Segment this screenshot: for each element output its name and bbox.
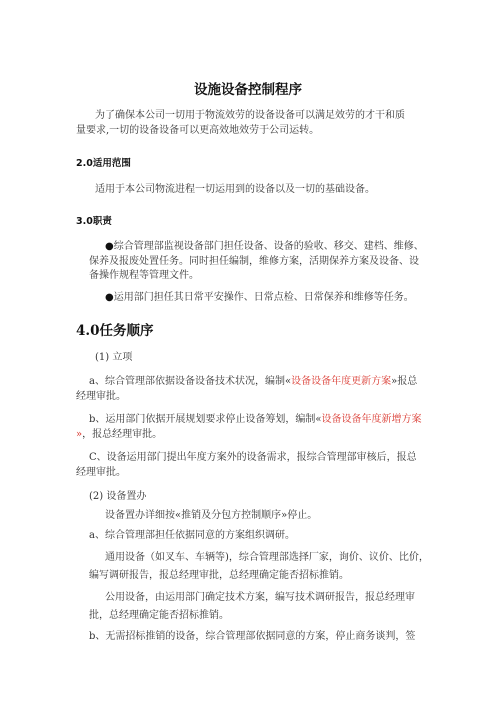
section-2-text: 适用于本公司物流进程一切运用到的设备以及一切的基础设备。 bbox=[95, 184, 375, 195]
bullet-2 bbox=[105, 291, 414, 305]
page-title: 设施设备控制程序 bbox=[194, 82, 302, 98]
bullet-1-line-3: 备操作规程等管理文件。 bbox=[89, 270, 199, 281]
section-4-heading: 4.0任务顺序 bbox=[76, 323, 154, 339]
red-link-text: 设备设备年度更新方案 bbox=[291, 376, 392, 387]
item-b1-line-2 bbox=[76, 428, 162, 442]
section-3-heading: 3.0职责 bbox=[76, 216, 112, 227]
bullet-1-line-1 bbox=[105, 240, 424, 254]
item-c1-line-2: 经理审批。 bbox=[76, 467, 126, 478]
red-link-text-end: » bbox=[76, 429, 83, 440]
item-b1-text-end: ，报总经理审批。 bbox=[82, 429, 163, 440]
bullet-2-text: 运用部门担任其日常平安操作、日常点检、日常保养和维修等任务。 bbox=[113, 292, 414, 303]
item-1-label: (1) 立项 bbox=[95, 352, 133, 363]
item-a1-text: a、综合管理部依据设备设备技术状况，编制« bbox=[89, 376, 292, 387]
section-2-heading: 2.0适用范围 bbox=[76, 158, 131, 169]
item-a1-line-1 bbox=[89, 375, 417, 389]
red-link-text: 设备设备年度新增方案 bbox=[321, 414, 422, 425]
item-a2: a、综合管理部担任依据同意的方案组织调研。 bbox=[89, 530, 295, 541]
item-a2-p1-line-1: 通用设备（如叉车、车辆等)，综合管理部选择厂家，询价、议价、比价， bbox=[105, 552, 429, 563]
bullet-1-line-2: 保养及报废处置任务。同时担任编制，维修方案，活期保养方案及设备、设 bbox=[89, 256, 419, 267]
item-b1-line-1 bbox=[89, 413, 422, 427]
item-a2-p2-line-1: 公用设备，由运用部门确定技术方案，编写技术调研报告，报总经理审 bbox=[105, 592, 415, 603]
bullet-1-text: 综合管理部监视设备部门担任设备、设备的验收、移交、建档、维修、 bbox=[113, 241, 424, 252]
bullet-icon: ● bbox=[105, 241, 114, 252]
item-b1-text: b、运用部门依据开展规划要求停止设备筹划，编制« bbox=[89, 414, 322, 425]
item-2-label: (2) 设备置办 bbox=[89, 491, 147, 502]
intro-line-2: 量要求,一切的设备设备可以更高效地效劳于公司运转。 bbox=[76, 125, 320, 136]
item-a1-text-end: »报总 bbox=[391, 376, 418, 387]
item-c1-line-1: C、设备运用部门提出年度方案外的设备需求，报综合管理部审核后，报总 bbox=[89, 452, 417, 463]
item-a2-p1-line-2: 编写调研报告，报总经理审批，总经理确定能否招标推销。 bbox=[89, 570, 349, 581]
item-b2: b、无需招标推销的设备，综合管理部依据同意的方案，停止商务谈判，签 bbox=[89, 631, 416, 642]
bullet-icon: ● bbox=[105, 292, 114, 303]
item-2-text: 设备置办详细按«推销及分包方控制顺序»停止。 bbox=[105, 510, 318, 521]
item-a2-p2-line-2: 批，总经理确定能否招标推销。 bbox=[89, 610, 229, 621]
intro-line-1: 为了确保本公司一切用于物流效劳的设备设备可以满足效劳的才干和质 bbox=[95, 110, 405, 121]
item-a1-line-2: 经理审批。 bbox=[76, 391, 126, 402]
